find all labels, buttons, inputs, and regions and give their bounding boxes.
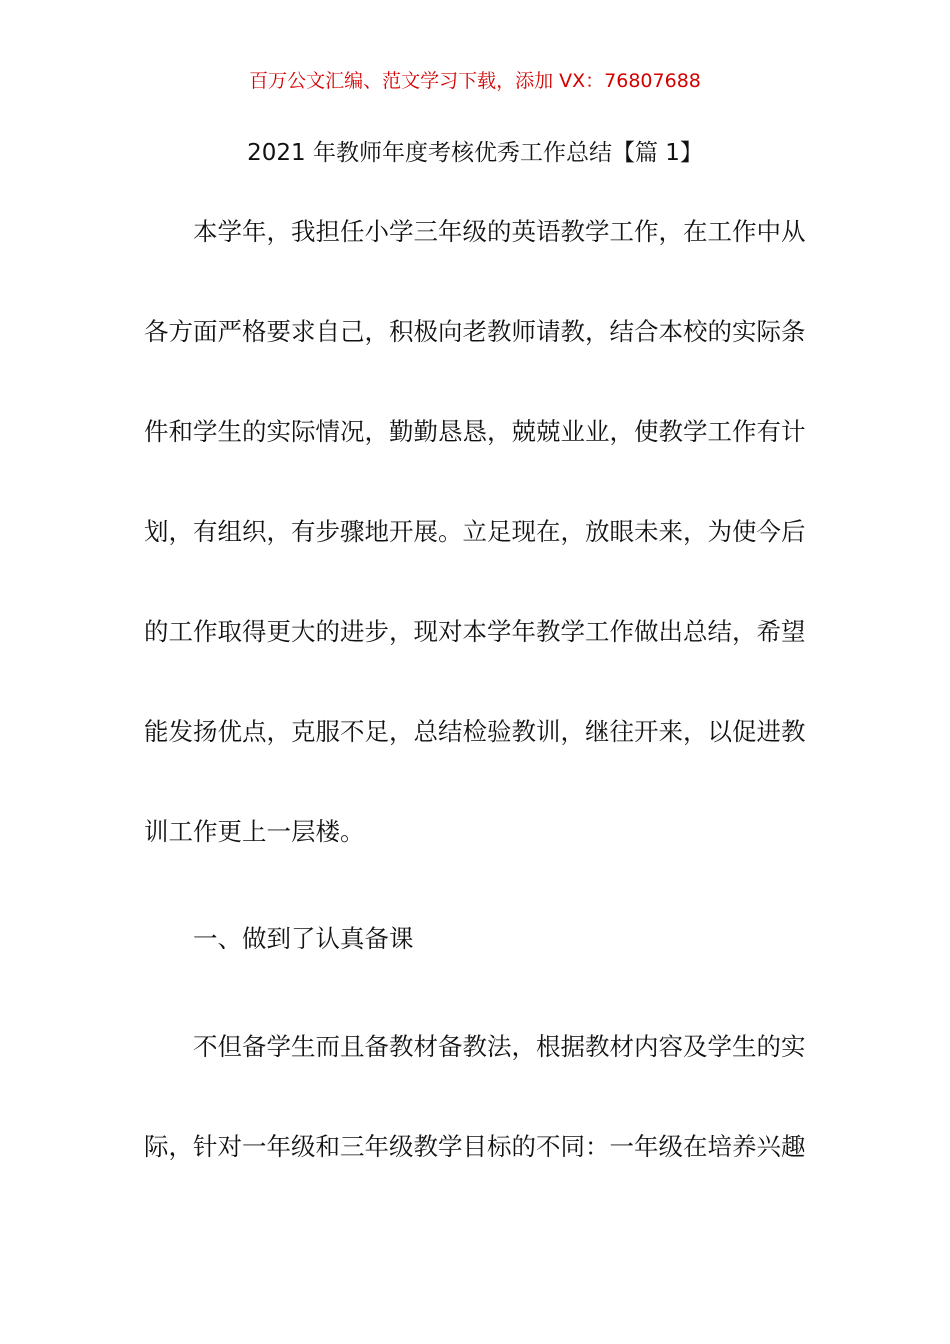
paragraph-line: 训工作更上一层楼。 <box>144 817 365 846</box>
paragraph-line: 不但备学生而且备教材备教法，根据教材内容及学生的实 <box>193 1032 806 1061</box>
section-heading-text: 一、做到了认真备课 <box>193 924 414 953</box>
paragraph-line: 划，有组织，有步骤地开展。立足现在，放眼未来，为使今后 <box>144 517 806 546</box>
paragraph-line: 本学年，我担任小学三年级的英语教学工作，在工作中从 <box>193 217 806 246</box>
page-title: 2021 年教师年度考核优秀工作总结【篇 1】 <box>247 140 703 166</box>
paragraph-line: 的工作取得更大的进步，现对本学年教学工作做出总结，希望 <box>144 617 806 646</box>
paragraph-line: 际，针对一年级和三年级教学目标的不同：一年级在培养兴趣 <box>144 1132 806 1161</box>
paragraph-line: 能发扬优点，克服不足，总结检验教训，继往开来，以促进教 <box>144 717 806 746</box>
header-watermark-note: 百万公文汇编、范文学习下载，添加 VX：76807688 <box>249 70 701 92</box>
paragraph-line: 各方面严格要求自己，积极向老教师请教，结合本校的实际条 <box>144 317 806 346</box>
paragraph-line: 件和学生的实际情况，勤勤恳恳，兢兢业业，使教学工作有计 <box>144 417 806 446</box>
